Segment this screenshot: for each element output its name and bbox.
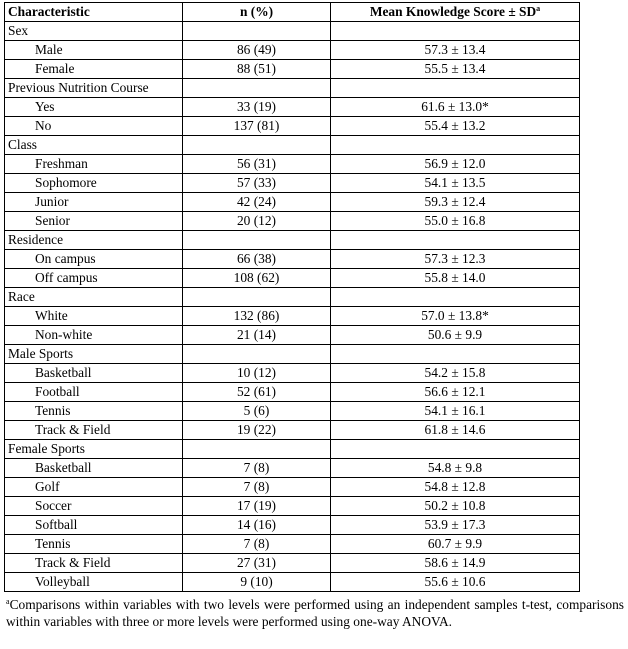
row-n-percent: 9 (10) xyxy=(183,573,331,592)
row-mean-score: 56.9 ± 12.0 xyxy=(331,155,580,174)
group-label: Race xyxy=(5,288,183,307)
row-mean-score: 57.3 ± 12.3 xyxy=(331,250,580,269)
empty-cell xyxy=(331,440,580,459)
row-mean-score: 55.8 ± 14.0 xyxy=(331,269,580,288)
row-n-percent: 66 (38) xyxy=(183,250,331,269)
table-row xyxy=(5,307,580,326)
row-n-percent: 7 (8) xyxy=(183,459,331,478)
empty-cell xyxy=(183,345,331,364)
table-row xyxy=(5,250,580,269)
row-label: Track & Field xyxy=(5,421,183,440)
row-n-percent: 27 (31) xyxy=(183,554,331,573)
row-n-percent: 10 (12) xyxy=(183,364,331,383)
table-row xyxy=(5,212,580,231)
group-label: Class xyxy=(5,136,183,155)
row-n-percent: 20 (12) xyxy=(183,212,331,231)
empty-cell xyxy=(331,231,580,250)
empty-cell xyxy=(183,440,331,459)
table-row xyxy=(5,155,580,174)
row-n-percent: 132 (86) xyxy=(183,307,331,326)
row-mean-score: 50.6 ± 9.9 xyxy=(331,326,580,345)
group-header-row xyxy=(5,79,580,98)
row-mean-score: 54.2 ± 15.8 xyxy=(331,364,580,383)
group-header-row xyxy=(5,288,580,307)
header-score-superscript: a xyxy=(536,4,541,13)
table-row xyxy=(5,573,580,592)
row-label: Basketball xyxy=(5,459,183,478)
table-row xyxy=(5,516,580,535)
empty-cell xyxy=(331,22,580,41)
empty-cell xyxy=(183,231,331,250)
row-label: Non-white xyxy=(5,326,183,345)
row-n-percent: 14 (16) xyxy=(183,516,331,535)
group-header-row xyxy=(5,22,580,41)
row-mean-score: 60.7 ± 9.9 xyxy=(331,535,580,554)
row-label: Volleyball xyxy=(5,573,183,592)
empty-cell xyxy=(331,136,580,155)
row-label: Junior xyxy=(5,193,183,212)
row-mean-score: 55.0 ± 16.8 xyxy=(331,212,580,231)
row-mean-score: 54.1 ± 13.5 xyxy=(331,174,580,193)
row-mean-score: 57.0 ± 13.8* xyxy=(331,307,580,326)
group-label: Male Sports xyxy=(5,345,183,364)
table-row xyxy=(5,98,580,117)
table-row xyxy=(5,269,580,288)
group-label: Female Sports xyxy=(5,440,183,459)
row-label: Tennis xyxy=(5,535,183,554)
row-label: Softball xyxy=(5,516,183,535)
row-label: Male xyxy=(5,41,183,60)
row-mean-score: 53.9 ± 17.3 xyxy=(331,516,580,535)
row-n-percent: 137 (81) xyxy=(183,117,331,136)
group-label: Residence xyxy=(5,231,183,250)
table-row xyxy=(5,326,580,345)
row-n-percent: 5 (6) xyxy=(183,402,331,421)
row-label: Tennis xyxy=(5,402,183,421)
row-label: White xyxy=(5,307,183,326)
table-row xyxy=(5,535,580,554)
table-row xyxy=(5,478,580,497)
row-n-percent: 88 (51) xyxy=(183,60,331,79)
row-n-percent: 56 (31) xyxy=(183,155,331,174)
row-label: On campus xyxy=(5,250,183,269)
empty-cell xyxy=(183,22,331,41)
row-n-percent: 52 (61) xyxy=(183,383,331,402)
row-mean-score: 55.6 ± 10.6 xyxy=(331,573,580,592)
table-row xyxy=(5,117,580,136)
row-mean-score: 54.1 ± 16.1 xyxy=(331,402,580,421)
row-label: Football xyxy=(5,383,183,402)
row-label: No xyxy=(5,117,183,136)
row-label: Freshman xyxy=(5,155,183,174)
row-n-percent: 7 (8) xyxy=(183,535,331,554)
row-mean-score: 61.6 ± 13.0* xyxy=(331,98,580,117)
empty-cell xyxy=(183,136,331,155)
empty-cell xyxy=(331,345,580,364)
row-n-percent: 21 (14) xyxy=(183,326,331,345)
table-row xyxy=(5,41,580,60)
row-n-percent: 108 (62) xyxy=(183,269,331,288)
footnote xyxy=(6,596,624,630)
row-mean-score: 57.3 ± 13.4 xyxy=(331,41,580,60)
table-row xyxy=(5,193,580,212)
row-n-percent: 57 (33) xyxy=(183,174,331,193)
row-mean-score: 50.2 ± 10.8 xyxy=(331,497,580,516)
table-row xyxy=(5,459,580,478)
table-row xyxy=(5,364,580,383)
row-label: Track & Field xyxy=(5,554,183,573)
row-label: Soccer xyxy=(5,497,183,516)
header-score-text: Mean Knowledge Score ± SD xyxy=(369,4,537,19)
row-mean-score: 59.3 ± 12.4 xyxy=(331,193,580,212)
row-label: Yes xyxy=(5,98,183,117)
row-label: Senior xyxy=(5,212,183,231)
table-row xyxy=(5,497,580,516)
empty-cell xyxy=(183,288,331,307)
group-header-row xyxy=(5,231,580,250)
row-n-percent: 7 (8) xyxy=(183,478,331,497)
group-header-row xyxy=(5,136,580,155)
row-n-percent: 19 (22) xyxy=(183,421,331,440)
row-label: Sophomore xyxy=(5,174,183,193)
footnote-text: Comparisons within variables with two levels were performed using an independent samples t-test, comparisons within variables with three or more levels were performed using one-way ANOVA. xyxy=(6,597,624,629)
empty-cell xyxy=(331,79,580,98)
table-row xyxy=(5,174,580,193)
row-n-percent: 33 (19) xyxy=(183,98,331,117)
row-label: Female xyxy=(5,60,183,79)
row-mean-score: 54.8 ± 12.8 xyxy=(331,478,580,497)
row-n-percent: 86 (49) xyxy=(183,41,331,60)
table-row xyxy=(5,402,580,421)
row-mean-score: 54.8 ± 9.8 xyxy=(331,459,580,478)
table-row xyxy=(5,60,580,79)
group-label: Sex xyxy=(5,22,183,41)
group-label: Previous Nutrition Course xyxy=(5,79,183,98)
row-mean-score: 56.6 ± 12.1 xyxy=(331,383,580,402)
header-characteristic: Characteristic xyxy=(5,3,183,22)
group-header-row xyxy=(5,440,580,459)
row-n-percent: 17 (19) xyxy=(183,497,331,516)
row-mean-score: 61.8 ± 14.6 xyxy=(331,421,580,440)
row-mean-score: 58.6 ± 14.9 xyxy=(331,554,580,573)
row-label: Basketball xyxy=(5,364,183,383)
row-mean-score: 55.5 ± 13.4 xyxy=(331,60,580,79)
row-n-percent: 42 (24) xyxy=(183,193,331,212)
table-header-row xyxy=(5,3,580,22)
knowledge-score-table xyxy=(4,2,580,592)
row-label: Off campus xyxy=(5,269,183,288)
table-body xyxy=(5,22,580,592)
empty-cell xyxy=(331,288,580,307)
table-row xyxy=(5,554,580,573)
footnote-marker: a xyxy=(6,597,10,606)
row-label: Golf xyxy=(5,478,183,497)
group-header-row xyxy=(5,345,580,364)
empty-cell xyxy=(183,79,331,98)
table-row xyxy=(5,383,580,402)
header-mean-knowledge-score xyxy=(331,3,580,22)
table-row xyxy=(5,421,580,440)
row-mean-score: 55.4 ± 13.2 xyxy=(331,117,580,136)
header-n-percent: n (%) xyxy=(183,3,331,22)
